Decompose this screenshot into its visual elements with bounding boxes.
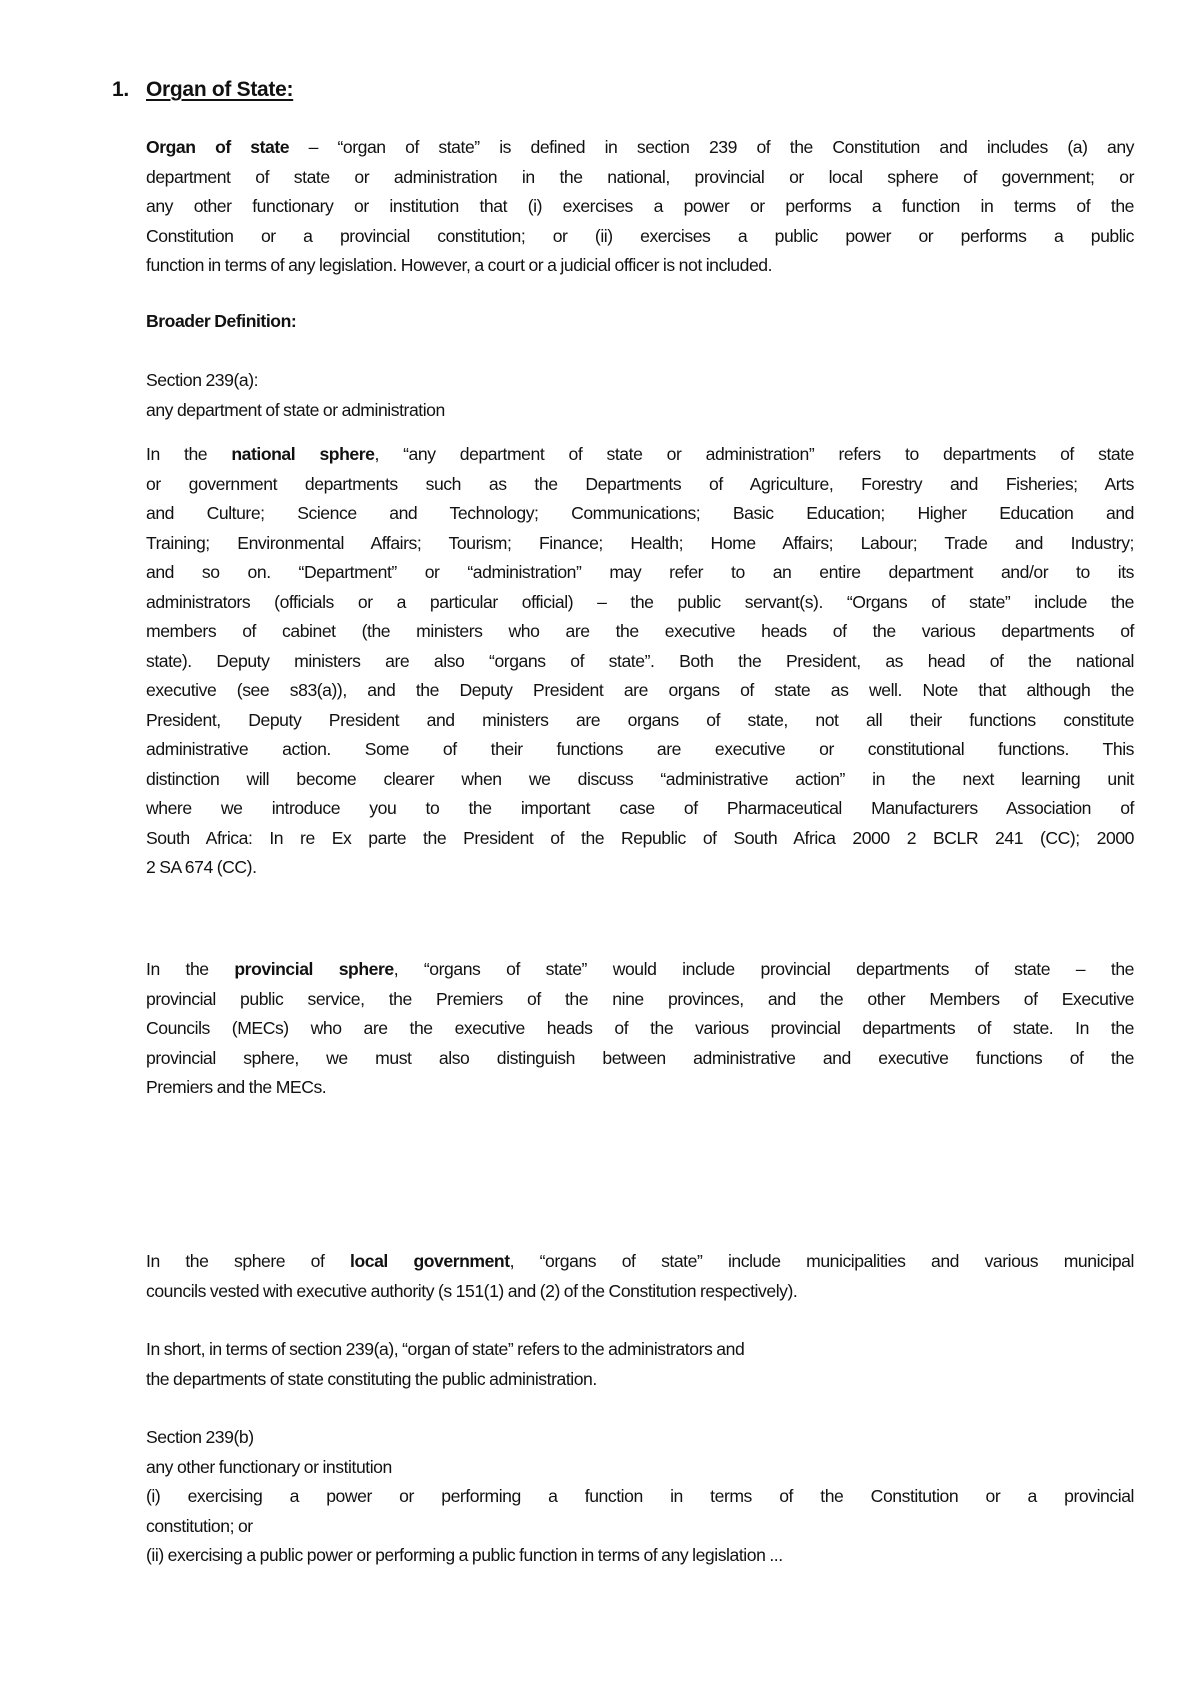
provincial-sphere-term: provincial sphere [234,959,394,979]
text-line: Premiers and the MECs. [146,1077,327,1097]
text-line: Organ of state – “organ of state” is defined in section 239 of the Constitution and includes (a) any [146,137,1135,157]
defined-term: Organ of state [146,137,290,157]
text-line: Training; Environmental Affairs; Tourism; Finance; Health; Home Affairs; Labour; Trade and Industry; [146,532,1134,553]
text-line: executive (see s83(a)), and the Deputy President are organs of state as well. Note that although the [146,680,1134,700]
text-line: where we introduce you to the important case of Pharmaceutical Manufacturers Association of [146,798,1134,818]
text-line: Constitution or a provincial constitution; or (ii) exercises a public power or performs a public [146,225,1134,246]
local-government-paragraph [146,1247,1134,1306]
text-line: any other functionary or institution that (i) exercises a power or performs a function in terms of the [146,196,1134,216]
national-sphere-term: national sphere [231,444,375,464]
text-line: state). Deputy ministers are also “organs of state”. Both the President, as head of the national [146,650,1134,671]
text-line: In the sphere of local government, “organs of state” include municipalities and various municipal [146,1251,1134,1271]
national-sphere-paragraph [146,440,1134,883]
local-government-term: local government [350,1251,510,1271]
summary-paragraph [146,1335,1134,1394]
section-239a [146,366,1134,425]
text-line: distinction will become clearer when we discuss “administrative action” in the next learning unit [146,768,1134,789]
section-239b [146,1423,1134,1571]
text-line: and Culture; Science and Technology; Communications; Basic Education; Higher Education and [146,503,1134,523]
text-line: President, Deputy President and ministers are organs of state, not all their functions constitute [146,709,1134,730]
text-line: In the provincial sphere, “organs of state” would include provincial departments of state – the [146,959,1134,979]
section-subtitle: any department of state or administration [146,399,445,420]
text-line: the departments of state constituting the public administration. [146,1368,597,1389]
text-line: and so on. “Department” or “administration” may refer to an entire department and/or to its [146,562,1134,582]
text-line: Councils (MECs) who are the executive heads of the various provincial departments of state. In the [146,1018,1134,1038]
text-line: In short, in terms of section 239(a), “organ of state” refers to the administrators and [146,1339,745,1359]
text-line: function in terms of any legislation. However, a court or a judicial officer is not included. [146,255,773,275]
text-line: councils vested with executive authority (s 151(1) and (2) of the Constitution respectively). [146,1280,798,1301]
text-line: 2 SA 674 (CC). [146,857,257,877]
section-label: Section 239(a): [146,370,259,390]
broader-definition-heading: Broader Definition: [146,311,297,331]
text-line: South Africa: In re Ex parte the President of the Republic of South Africa 2000 2 BCLR 241 (CC); 2000 [146,827,1134,848]
section-heading [112,78,293,102]
text-line: administrators (officials or a particular official) – the public servant(s). “Organs of state” include the [146,591,1134,612]
section-label: Section 239(b) [146,1427,254,1447]
definition-paragraph [146,133,1134,281]
text-line: members of cabinet (the ministers who are the executive heads of the various departments of [146,621,1134,641]
provincial-sphere-paragraph [146,955,1134,1103]
text-line: administrative action. Some of their functions are executive or constitutional functions. This [146,739,1134,759]
section-subtitle: any other functionary or institution [146,1456,392,1477]
list-item: (i) exercising a power or performing a function in terms of the Constitution or a provincial [146,1486,1134,1506]
heading-number: 1. [112,78,129,101]
list-item-continuation: constitution; or [146,1515,253,1536]
text-line: department of state or administration in the national, provincial or local sphere of government; or [146,166,1134,187]
text-line: or government departments such as the Departments of Agriculture, Forestry and Fisheries; Arts [146,473,1134,494]
text-line: In the national sphere, “any department of state or administration” refers to departments of state [146,444,1134,464]
list-item: (ii) exercising a public power or performing a public function in terms of any legislation ... [146,1545,783,1565]
heading-title: Organ of State: [146,78,294,101]
text-line: provincial public service, the Premiers of the nine provinces, and the other Members of Executive [146,988,1134,1009]
text-line: provincial sphere, we must also distinguish between administrative and executive functions of the [146,1047,1134,1068]
